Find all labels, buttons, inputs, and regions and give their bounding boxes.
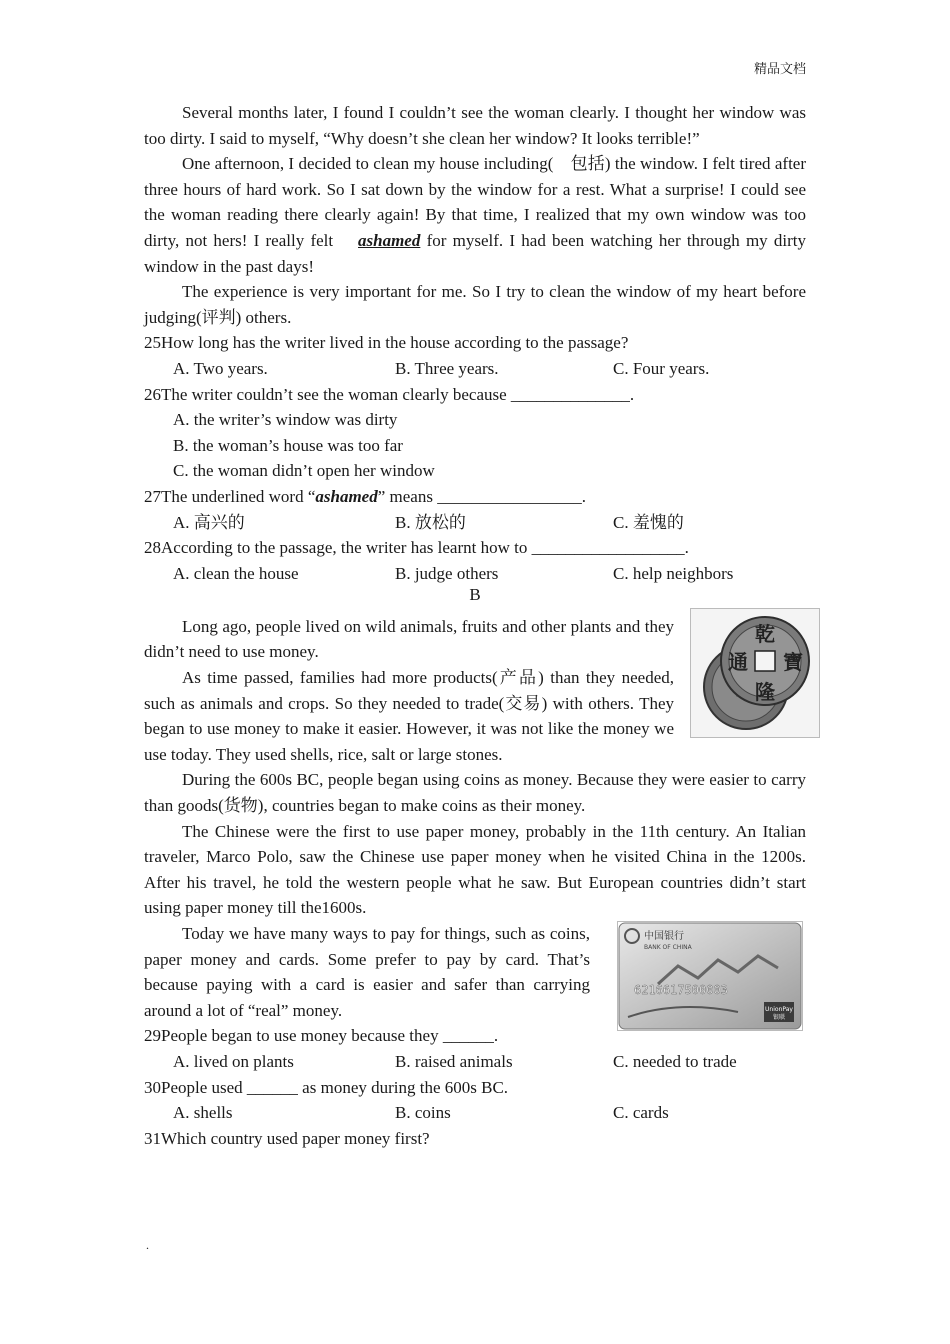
passage-b-paragraph-3: During the 600s BC, people began using coins as money. Because they were easier to carry than goods(货物), countries began to make coins as their money. (144, 770, 806, 816)
passage-b-paragraph-1: Long ago, people lived on wild animals, fruits and other plants and they didn’t need to use money. (144, 616, 674, 662)
question-27-options (144, 510, 806, 536)
option: A. shells (173, 1103, 233, 1123)
question-30: 30People used ______ as money during the 600s BC. (144, 1077, 509, 1097)
option: A. Two years. (173, 358, 268, 378)
option: C. needed to trade (613, 1051, 737, 1071)
option: C. cards (613, 1103, 669, 1123)
passage-b-paragraph-5: Today we have many ways to pay for things, such as coins, paper money and cards. Some prefer to pay by card. That’s because paying with a card is easier and safer than carrying around a lot of “real” money. (144, 924, 590, 1020)
coin-char: 寶 (783, 649, 803, 674)
passage-b-paragraph-2: As time passed, families had more products(产品) than they needed, such as animals and crops. So they needed to trade(交易) with others. They began to use money to make it easier. However, it was not like the money we use today. They used shells, rice, salt or large stones. (144, 668, 674, 764)
document-body (144, 100, 806, 1151)
option: A. the writer’s window was dirty (173, 410, 398, 430)
option: A. 高兴的 (173, 512, 245, 532)
option: A. lived on plants (173, 1051, 294, 1071)
question-26: 26The writer couldn’t see the woman clearly because ______________. (144, 384, 635, 404)
option: B. 放松的 (395, 512, 466, 532)
option: B. Three years. (395, 358, 499, 378)
bank-card-image (617, 921, 803, 1031)
coin-char: 隆 (755, 679, 775, 704)
coin-char: 乾 (755, 621, 775, 646)
question-28: 28According to the passage, the writer has learnt how to __________________. (144, 538, 689, 558)
option: A. clean the house (173, 563, 299, 583)
option: B. coins (395, 1103, 451, 1123)
option: B. the woman’s house was too far (173, 435, 403, 455)
passage-b-paragraph-4: The Chinese were the first to use paper money, probably in the 11th century. An Italian traveler, Marco Polo, saw the Chinese use paper money when he visited China in the 1200s. After his travel, he told the western people what he saw. But European countries didn’t start using paper money till the1600s. (144, 821, 806, 918)
option: C. help neighbors (613, 563, 734, 583)
card-brand-cn: 银联 (772, 1014, 786, 1021)
passage-a-paragraph-3: The experience is very important for me. So I try to clean the window of my heart before judging(评判) others. (144, 282, 806, 327)
option: C. the woman didn’t open her window (173, 461, 435, 481)
passage-a-paragraph-2: One afternoon, I decided to clean my house including( 包括) the window. I felt tired after three hours of hard work. So I sat down by the window for a rest. What a surprise! I could see the woman reading there clearly again! By that time, I realized that my own window was too dirty, not hers! I really felt ashamed for myself. I had been watching her through my dirty window in the past days! (144, 154, 807, 276)
question-25: 25How long has the writer lived in the house according to the passage? (144, 333, 629, 353)
question-25-options (144, 356, 806, 382)
card-number: 6216617500003 (634, 983, 728, 997)
option: C. Four years. (613, 358, 710, 378)
card-bank-cn: 中国银行 (644, 931, 684, 942)
passage-a-paragraph-1: Several months later, I found I couldn’t see the woman clearly. I thought her window was too dirty. I said to myself, “Why doesn’t she clean her window? It looks terrible!” (144, 103, 806, 148)
section-b-card-row (144, 921, 806, 1023)
option: B. raised animals (395, 1051, 513, 1071)
underlined-word-ashamed: ashamed (358, 230, 421, 250)
card-bank-en: BANK OF CHINA (644, 944, 692, 951)
question-29: 29People began to use money because they ______. (144, 1026, 499, 1046)
question-29-options (144, 1049, 806, 1075)
ancient-coins-image (690, 608, 820, 738)
section-b-intro (144, 614, 806, 768)
section-b-heading: B (469, 585, 481, 605)
question-27: 27The underlined word “ashamed” means _________________. (144, 486, 586, 506)
card-brand: UnionPay (765, 1006, 793, 1013)
question-30-options (144, 1100, 806, 1126)
coin-char: 通 (728, 649, 748, 674)
option: C. 羞愧的 (613, 512, 684, 532)
question-31: 31Which country used paper money first? (144, 1128, 430, 1148)
footer-dot: . (146, 1238, 149, 1252)
page-header-label: 精品文档 (753, 62, 806, 77)
option: B. judge others (395, 563, 499, 583)
